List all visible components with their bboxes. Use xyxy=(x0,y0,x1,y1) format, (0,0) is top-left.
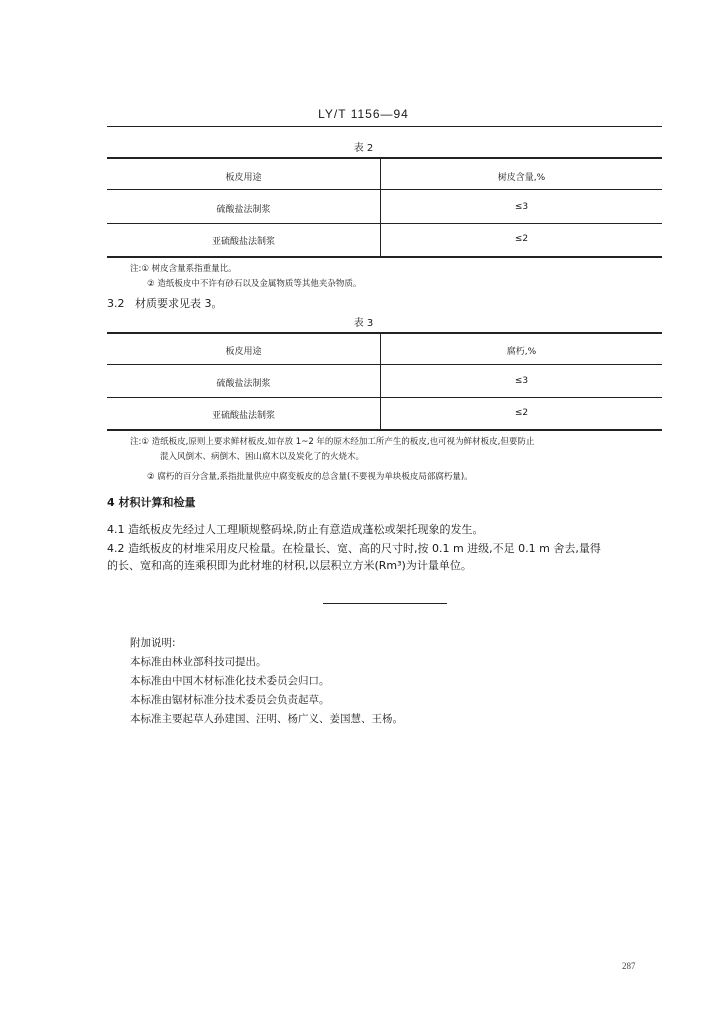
section-4-1: 4.1 造纸板皮先经过人工理顺规整码垛,防止有意造成蓬松或架托现象的发生。 xyxy=(107,523,484,536)
table2-header-bark-content: 树皮含量,% xyxy=(497,173,546,183)
table3-row-rule xyxy=(107,397,662,398)
table3-header-usage: 板皮用途 xyxy=(225,347,262,357)
table3-row2-usage: 亚硫酸盐法制浆 xyxy=(211,411,275,421)
table3-header-rule xyxy=(107,364,662,365)
supplementary-heading: 附加说明: xyxy=(130,637,176,649)
table2-note-1: 注:① 树皮含量系指重量比。 xyxy=(130,264,237,274)
section-3-2-number: 3.2 xyxy=(107,297,125,310)
table2-header-usage: 板皮用途 xyxy=(225,173,262,183)
table2-row2-value: ≤2 xyxy=(514,234,529,244)
table2-row2-usage: 亚硫酸盐法制浆 xyxy=(211,237,275,247)
table2-note-2: ② 造纸板皮中不许有砂石以及金属物质等其他夹杂物质。 xyxy=(147,279,362,289)
table3-note-1-continued: 混入风倒木、病倒木、困山腐木以及炭化了的火烧木。 xyxy=(160,452,365,462)
standard-code-header: LY/T 1156—94 xyxy=(318,107,409,121)
table2-bottom-rule xyxy=(107,256,662,258)
page-number: 287 xyxy=(622,961,636,971)
table3-note-1: 注:① 造纸板皮,原则上要求鲜材板皮,如存放 1~2 年的原木经加工所产生的板皮,也可视为鲜材板皮,但要防止 xyxy=(130,437,535,447)
table2-caption: 表 2 xyxy=(353,143,374,154)
section-4-2-line-1: 4.2 造纸板皮的材堆采用皮尺检量。在检量长、宽、高的尺寸时,按 0.1 m 进级,不足 0.1 m 舍去,量得 xyxy=(107,542,601,555)
table3-caption: 表 3 xyxy=(353,318,374,329)
table3-header-decay: 腐朽,% xyxy=(506,347,537,357)
section-4-2-line-2: 的长、宽和高的连乘积即为此材堆的材积,以层积立方米(Rm³)为计量单位。 xyxy=(107,559,472,572)
table3-row2-value: ≤2 xyxy=(514,408,529,418)
section-3-2-text: 材质要求见表 3。 xyxy=(135,297,223,310)
supplementary-line-1: 本标准由林业部科技司提出。 xyxy=(130,656,267,668)
table2-top-rule xyxy=(107,157,662,159)
table2-row1-value: ≤3 xyxy=(514,202,529,212)
table3-top-rule xyxy=(107,332,662,334)
header-rule xyxy=(107,126,662,127)
section-3-2 xyxy=(107,295,223,312)
table2-row-rule xyxy=(107,223,662,224)
table3-bottom-rule xyxy=(107,429,662,431)
table2-header-rule xyxy=(107,189,662,190)
table3-row1-usage: 硫酸盐法制浆 xyxy=(216,379,271,389)
supplementary-line-3: 本标准由锯材标准分技术委员会负责起草。 xyxy=(130,694,330,706)
section-4-title: 4 材积计算和检量 xyxy=(107,496,196,509)
table2-row1-usage: 硫酸盐法制浆 xyxy=(216,205,271,215)
supplementary-line-2: 本标准由中国木材标准化技术委员会归口。 xyxy=(130,675,330,687)
table3-row1-value: ≤3 xyxy=(514,376,529,386)
table3-note-2: ② 腐朽的百分含量,系指批量供应中腐变板皮的总含量(不要视为单块板皮局部腐朽量)。 xyxy=(147,472,473,482)
end-divider xyxy=(323,603,447,604)
supplementary-line-4: 本标准主要起草人孙建国、汪明、杨广义、姜国慧、王杨。 xyxy=(130,713,403,725)
